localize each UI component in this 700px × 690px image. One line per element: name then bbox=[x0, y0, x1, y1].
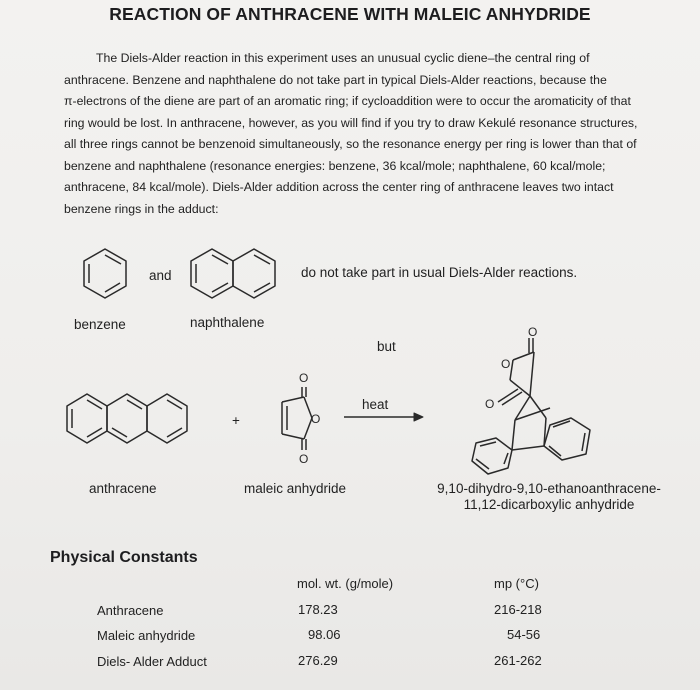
mp-value: 261-262 bbox=[494, 653, 542, 668]
oxygen-atom-label: O bbox=[485, 397, 495, 411]
benzene-label: benzene bbox=[74, 317, 126, 332]
oxygen-atom-label: O bbox=[528, 325, 538, 339]
and-label: and bbox=[149, 268, 172, 283]
mol-wt-value: 276.29 bbox=[298, 653, 338, 668]
paragraph-line: ring would be lost. In anthracene, however, as you will find if you try to draw Kekulé resonance structures, bbox=[64, 115, 638, 130]
anthracene-structure bbox=[64, 391, 192, 447]
paragraph-line: benzene and naphthalene (resonance energies: benzene, 36 kcal/mole; naphthalene, 60 kcal/mole; bbox=[64, 158, 606, 173]
paragraph-line: anthracene. Benzene and naphthalene do not take part in typical Diels-Alder reactions, because the bbox=[64, 72, 607, 87]
mp-value: 216-218 bbox=[494, 602, 542, 617]
anthracene-label: anthracene bbox=[89, 481, 157, 496]
paragraph-line: π-electrons of the diene are part of an aromatic ring; if cycloaddition were to occur the aromaticity of that bbox=[64, 94, 631, 108]
product-name-line1: 9,10-dihydro-9,10-ethanoanthracene- bbox=[437, 481, 661, 496]
compound-name: Anthracene bbox=[97, 603, 164, 618]
page-title: REACTION OF ANTHRACENE WITH MALEIC ANHYDRIDE bbox=[109, 4, 591, 24]
compound-name: Maleic anhydride bbox=[97, 628, 196, 643]
maleic-anhydride-structure bbox=[262, 366, 326, 470]
but-label: but bbox=[377, 339, 396, 354]
naphthalene-label: naphthalene bbox=[190, 315, 265, 330]
reaction-arrow bbox=[344, 412, 424, 422]
maleic-anhydride-label: maleic anhydride bbox=[244, 481, 347, 496]
intro-paragraph bbox=[64, 48, 654, 220]
physical-constants-heading: Physical Constants bbox=[50, 549, 198, 566]
paragraph-line: benzene rings in the adduct: bbox=[64, 201, 219, 216]
paragraph-line: The Diels-Alder reaction in this experiment uses an unusual cyclic diene–the central ring of bbox=[96, 51, 590, 65]
naphthalene-structure bbox=[188, 246, 278, 302]
heat-label: heat bbox=[362, 397, 389, 412]
oxygen-atom-label: O bbox=[299, 452, 309, 466]
benzene-structure bbox=[80, 246, 130, 302]
oxygen-atom-label: O bbox=[299, 371, 309, 385]
paragraph-line: anthracene, 84 kcal/mole). Diels-Alder addition across the center ring of anthracene leaves two intact bbox=[64, 180, 614, 194]
mol-wt-value: 98.06 bbox=[308, 627, 341, 642]
mp-value: 54-56 bbox=[507, 627, 541, 642]
plus-sign: + bbox=[232, 413, 240, 428]
not-diels-alder-statement: do not take part in usual Diels-Alder reactions. bbox=[301, 265, 578, 280]
product-name-line2: 11,12-dicarboxylic anhydride bbox=[463, 497, 635, 512]
paragraph-line: all three rings cannot be benzenoid simultaneously, so the resonance energy per ring is lower than that of bbox=[64, 137, 637, 151]
oxygen-atom-label: O bbox=[311, 412, 321, 426]
compound-name: Diels- Alder Adduct bbox=[97, 654, 207, 669]
adduct-structure bbox=[458, 322, 623, 474]
mol-wt-column-header: mol. wt. (g/mole) bbox=[297, 576, 394, 591]
mol-wt-value: 178.23 bbox=[298, 602, 338, 617]
mp-column-header: mp (°C) bbox=[494, 576, 539, 591]
oxygen-atom-label: O bbox=[501, 357, 511, 371]
